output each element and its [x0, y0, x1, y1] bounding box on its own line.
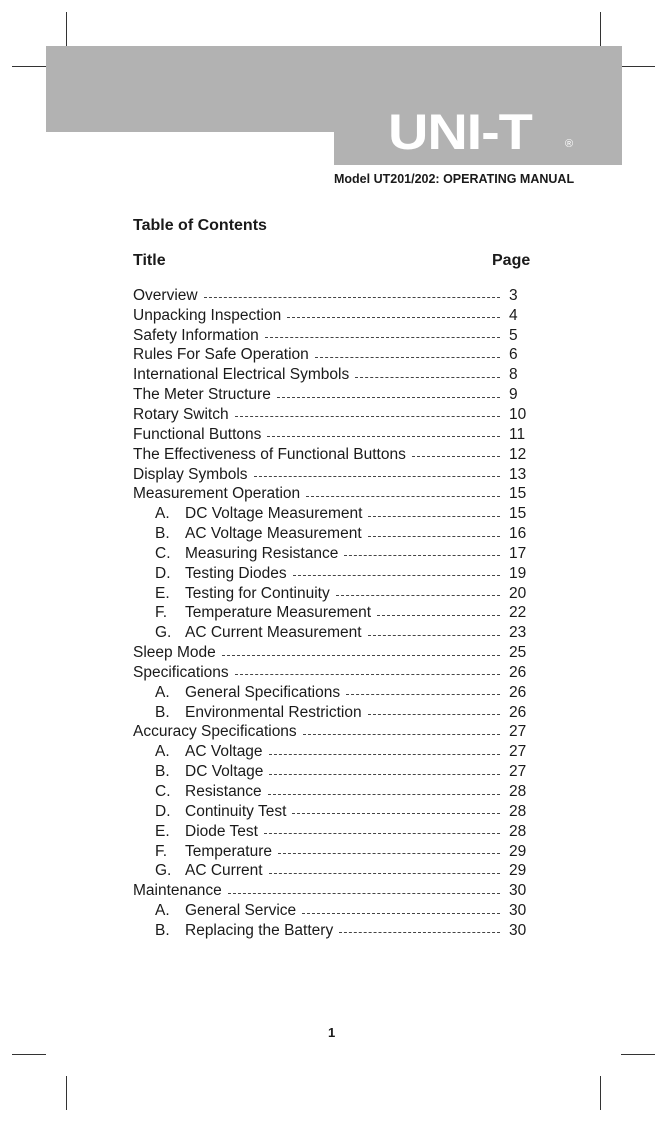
toc-leader-line: [368, 516, 500, 517]
toc-entry[interactable]: [133, 445, 543, 465]
toc-leader-line: [292, 813, 500, 814]
toc-entry[interactable]: [133, 405, 543, 425]
toc-entry-page: 28: [509, 802, 527, 820]
toc-entry-letter: B.: [155, 763, 170, 781]
toc-leader-line: [228, 893, 500, 894]
toc-entry-letter: A.: [155, 683, 170, 701]
toc-entry-page: 29: [509, 842, 527, 860]
toc-entry-page: 19: [509, 564, 527, 582]
toc-leader-line: [204, 297, 500, 298]
toc-entry[interactable]: [133, 564, 543, 584]
toc-entry-letter: D.: [155, 802, 171, 820]
crop-mark-right-top: [621, 66, 655, 67]
toc-entry-title: Functional Buttons: [133, 425, 262, 443]
toc-leader-line: [368, 536, 500, 537]
toc-entry-letter: B.: [155, 525, 170, 543]
toc-entry-page: 6: [509, 346, 518, 364]
toc-entry-page: 15: [509, 485, 527, 503]
toc-entry-letter: C.: [155, 783, 171, 801]
toc-heading: Table of Contents: [133, 217, 267, 234]
toc-entry-title: DC Voltage: [185, 763, 264, 781]
toc-title-column-header: Title: [133, 252, 166, 269]
toc-entry-title: Measurement Operation: [133, 485, 301, 503]
toc-entry-title: Rules For Safe Operation: [133, 346, 309, 364]
toc-entry[interactable]: [133, 723, 543, 743]
toc-entry[interactable]: [133, 306, 543, 326]
toc-entry-title: Temperature: [185, 842, 273, 860]
toc-entry[interactable]: [133, 881, 543, 901]
toc-leader-line: [368, 635, 500, 636]
toc-entry[interactable]: [133, 782, 543, 802]
toc-leader-line: [268, 794, 500, 795]
toc-entry-title: Environmental Restriction: [185, 703, 362, 721]
toc-entry-title: Resistance: [185, 783, 262, 801]
toc-leader-line: [222, 655, 500, 656]
toc-leader-line: [278, 853, 500, 854]
toc-entry-page: 26: [509, 683, 527, 701]
toc-entry-title: Continuity Test: [185, 802, 287, 820]
toc-entry-title: The Effectiveness of Functional Buttons: [133, 445, 406, 463]
toc-entry-letter: A.: [155, 743, 170, 761]
toc-entry-title: Specifications: [133, 663, 229, 681]
crop-mark-top-right: [600, 12, 601, 46]
toc-entry[interactable]: [133, 861, 543, 881]
toc-entry-letter: B.: [155, 703, 170, 721]
toc-leader-line: [355, 377, 500, 378]
toc-leader-line: [235, 674, 500, 675]
toc-leader-line: [303, 734, 500, 735]
crop-mark-top-left: [66, 12, 67, 46]
toc-leader-line: [344, 555, 500, 556]
toc-entry[interactable]: [133, 901, 543, 921]
toc-entry-letter: A.: [155, 505, 170, 523]
page-number: 1: [328, 1025, 336, 1040]
toc-entry-title: Rotary Switch: [133, 405, 229, 423]
toc-entry-page: 23: [509, 624, 527, 642]
toc-entry-title: Temperature Measurement: [185, 604, 372, 622]
toc-entry-page: 16: [509, 525, 527, 543]
toc-leader-line: [269, 774, 500, 775]
toc-list: [133, 286, 543, 941]
toc-entry[interactable]: [133, 683, 543, 703]
toc-leader-line: [315, 357, 500, 358]
toc-entry-page: 30: [509, 882, 527, 900]
crop-mark-bottom-left: [66, 1076, 67, 1110]
toc-entry-title: Safety Information: [133, 326, 259, 344]
toc-entry[interactable]: [133, 544, 543, 564]
toc-entry[interactable]: [133, 663, 543, 683]
toc-entry-letter: E.: [155, 822, 170, 840]
toc-entry[interactable]: [133, 524, 543, 544]
toc-entry-letter: D.: [155, 564, 171, 582]
toc-entry-page: 27: [509, 723, 527, 741]
crop-mark-bottom-right: [600, 1076, 601, 1110]
toc-entry-page: 29: [509, 862, 527, 880]
toc-entry[interactable]: [133, 504, 543, 524]
toc-leader-line: [377, 615, 500, 616]
toc-leader-line: [277, 397, 500, 398]
toc-entry-title: Accuracy Specifications: [133, 723, 297, 741]
toc-entry[interactable]: [133, 842, 543, 862]
toc-entry-title: The Meter Structure: [133, 386, 271, 404]
crop-mark-left-bottom: [12, 1054, 46, 1055]
toc-entry[interactable]: [133, 742, 543, 762]
toc-entry[interactable]: [133, 643, 543, 663]
toc-entry-page: 15: [509, 505, 527, 523]
toc-leader-line: [412, 456, 500, 457]
toc-entry[interactable]: [133, 822, 543, 842]
toc-leader-line: [269, 873, 500, 874]
toc-entry[interactable]: [133, 365, 543, 385]
toc-entry-letter: G.: [155, 862, 172, 880]
toc-leader-line: [265, 337, 500, 338]
toc-entry[interactable]: [133, 425, 543, 445]
toc-leader-line: [293, 575, 500, 576]
toc-leader-line: [269, 754, 500, 755]
toc-entry-page: 28: [509, 822, 527, 840]
toc-entry-title: Measuring Resistance: [185, 544, 339, 562]
header-banner: [46, 46, 622, 132]
toc-entry-page: 22: [509, 604, 527, 622]
toc-entry-title: AC Voltage Measurement: [185, 525, 362, 543]
toc-leader-line: [264, 833, 500, 834]
toc-entry-page: 17: [509, 544, 527, 562]
toc-leader-line: [368, 714, 500, 715]
toc-leader-line: [267, 436, 500, 437]
toc-entry[interactable]: [133, 286, 543, 306]
toc-entry-page: 25: [509, 644, 527, 662]
toc-entry-title: Diode Test: [185, 822, 258, 840]
toc-entry-title: Maintenance: [133, 882, 222, 900]
toc-page-column-header: Page: [492, 252, 531, 269]
toc-entry-letter: C.: [155, 544, 171, 562]
toc-leader-line: [302, 913, 500, 914]
toc-entry-page: 12: [509, 445, 527, 463]
toc-leader-line: [336, 595, 500, 596]
toc-entry-letter: F.: [155, 842, 168, 860]
toc-entry-page: 26: [509, 703, 527, 721]
toc-entry-title: Display Symbols: [133, 465, 248, 483]
toc-entry-title: AC Current: [185, 862, 263, 880]
toc-entry-title: Replacing the Battery: [185, 921, 334, 939]
toc-entry-title: AC Voltage: [185, 743, 263, 761]
toc-entry-letter: E.: [155, 584, 170, 602]
toc-entry-title: General Service: [185, 902, 297, 920]
toc-leader-line: [346, 694, 500, 695]
toc-entry[interactable]: [133, 584, 543, 604]
toc-entry-page: 5: [509, 326, 518, 344]
toc-entry-title: Sleep Mode: [133, 644, 216, 662]
toc-entry[interactable]: [133, 484, 543, 504]
toc-entry-title: Overview: [133, 286, 198, 304]
toc-entry-title: Unpacking Inspection: [133, 306, 282, 324]
toc-leader-line: [306, 496, 500, 497]
toc-entry[interactable]: [133, 623, 543, 643]
toc-entry-letter: A.: [155, 902, 170, 920]
toc-entry-title: Testing for Continuity: [185, 584, 330, 602]
toc-leader-line: [287, 317, 500, 318]
toc-leader-line: [235, 416, 500, 417]
toc-entry[interactable]: [133, 604, 543, 624]
toc-leader-line: [339, 932, 500, 933]
toc-entry-page: 30: [509, 921, 527, 939]
toc-entry[interactable]: [133, 802, 543, 822]
registered-mark: ®: [565, 138, 574, 150]
toc-entry[interactable]: [133, 703, 543, 723]
toc-entry-page: 28: [509, 783, 527, 801]
toc-entry-letter: B.: [155, 921, 170, 939]
brand-logo: UNI-T: [388, 104, 532, 160]
toc-entry[interactable]: [133, 921, 543, 941]
toc-entry-page: 20: [509, 584, 527, 602]
toc-entry[interactable]: [133, 326, 543, 346]
toc-entry-title: International Electrical Symbols: [133, 366, 350, 384]
toc-entry[interactable]: [133, 346, 543, 366]
toc-entry-page: 26: [509, 663, 527, 681]
toc-entry-page: 30: [509, 902, 527, 920]
toc-entry-letter: F.: [155, 604, 168, 622]
toc-entry-page: 11: [509, 425, 526, 443]
manual-title: Model UT201/202: OPERATING MANUAL: [334, 172, 575, 186]
toc-entry-page: 8: [509, 366, 518, 384]
toc-entry-page: 9: [509, 386, 518, 404]
toc-entry-title: DC Voltage Measurement: [185, 505, 363, 523]
crop-mark-left-top: [12, 66, 46, 67]
toc-entry-page: 27: [509, 763, 527, 781]
toc-entry-page: 27: [509, 743, 527, 761]
toc-entry[interactable]: [133, 385, 543, 405]
toc-entry-page: 10: [509, 405, 527, 423]
toc-entry[interactable]: [133, 465, 543, 485]
crop-mark-right-bottom: [621, 1054, 655, 1055]
toc-entry-page: 13: [509, 465, 527, 483]
toc-entry-page: 3: [509, 286, 518, 304]
toc-entry-page: 4: [509, 306, 518, 324]
toc-entry-title: General Specifications: [185, 683, 341, 701]
toc-entry-letter: G.: [155, 624, 172, 642]
toc-entry[interactable]: [133, 762, 543, 782]
toc-leader-line: [254, 476, 500, 477]
toc-entry-title: Testing Diodes: [185, 564, 287, 582]
toc-entry-title: AC Current Measurement: [185, 624, 362, 642]
